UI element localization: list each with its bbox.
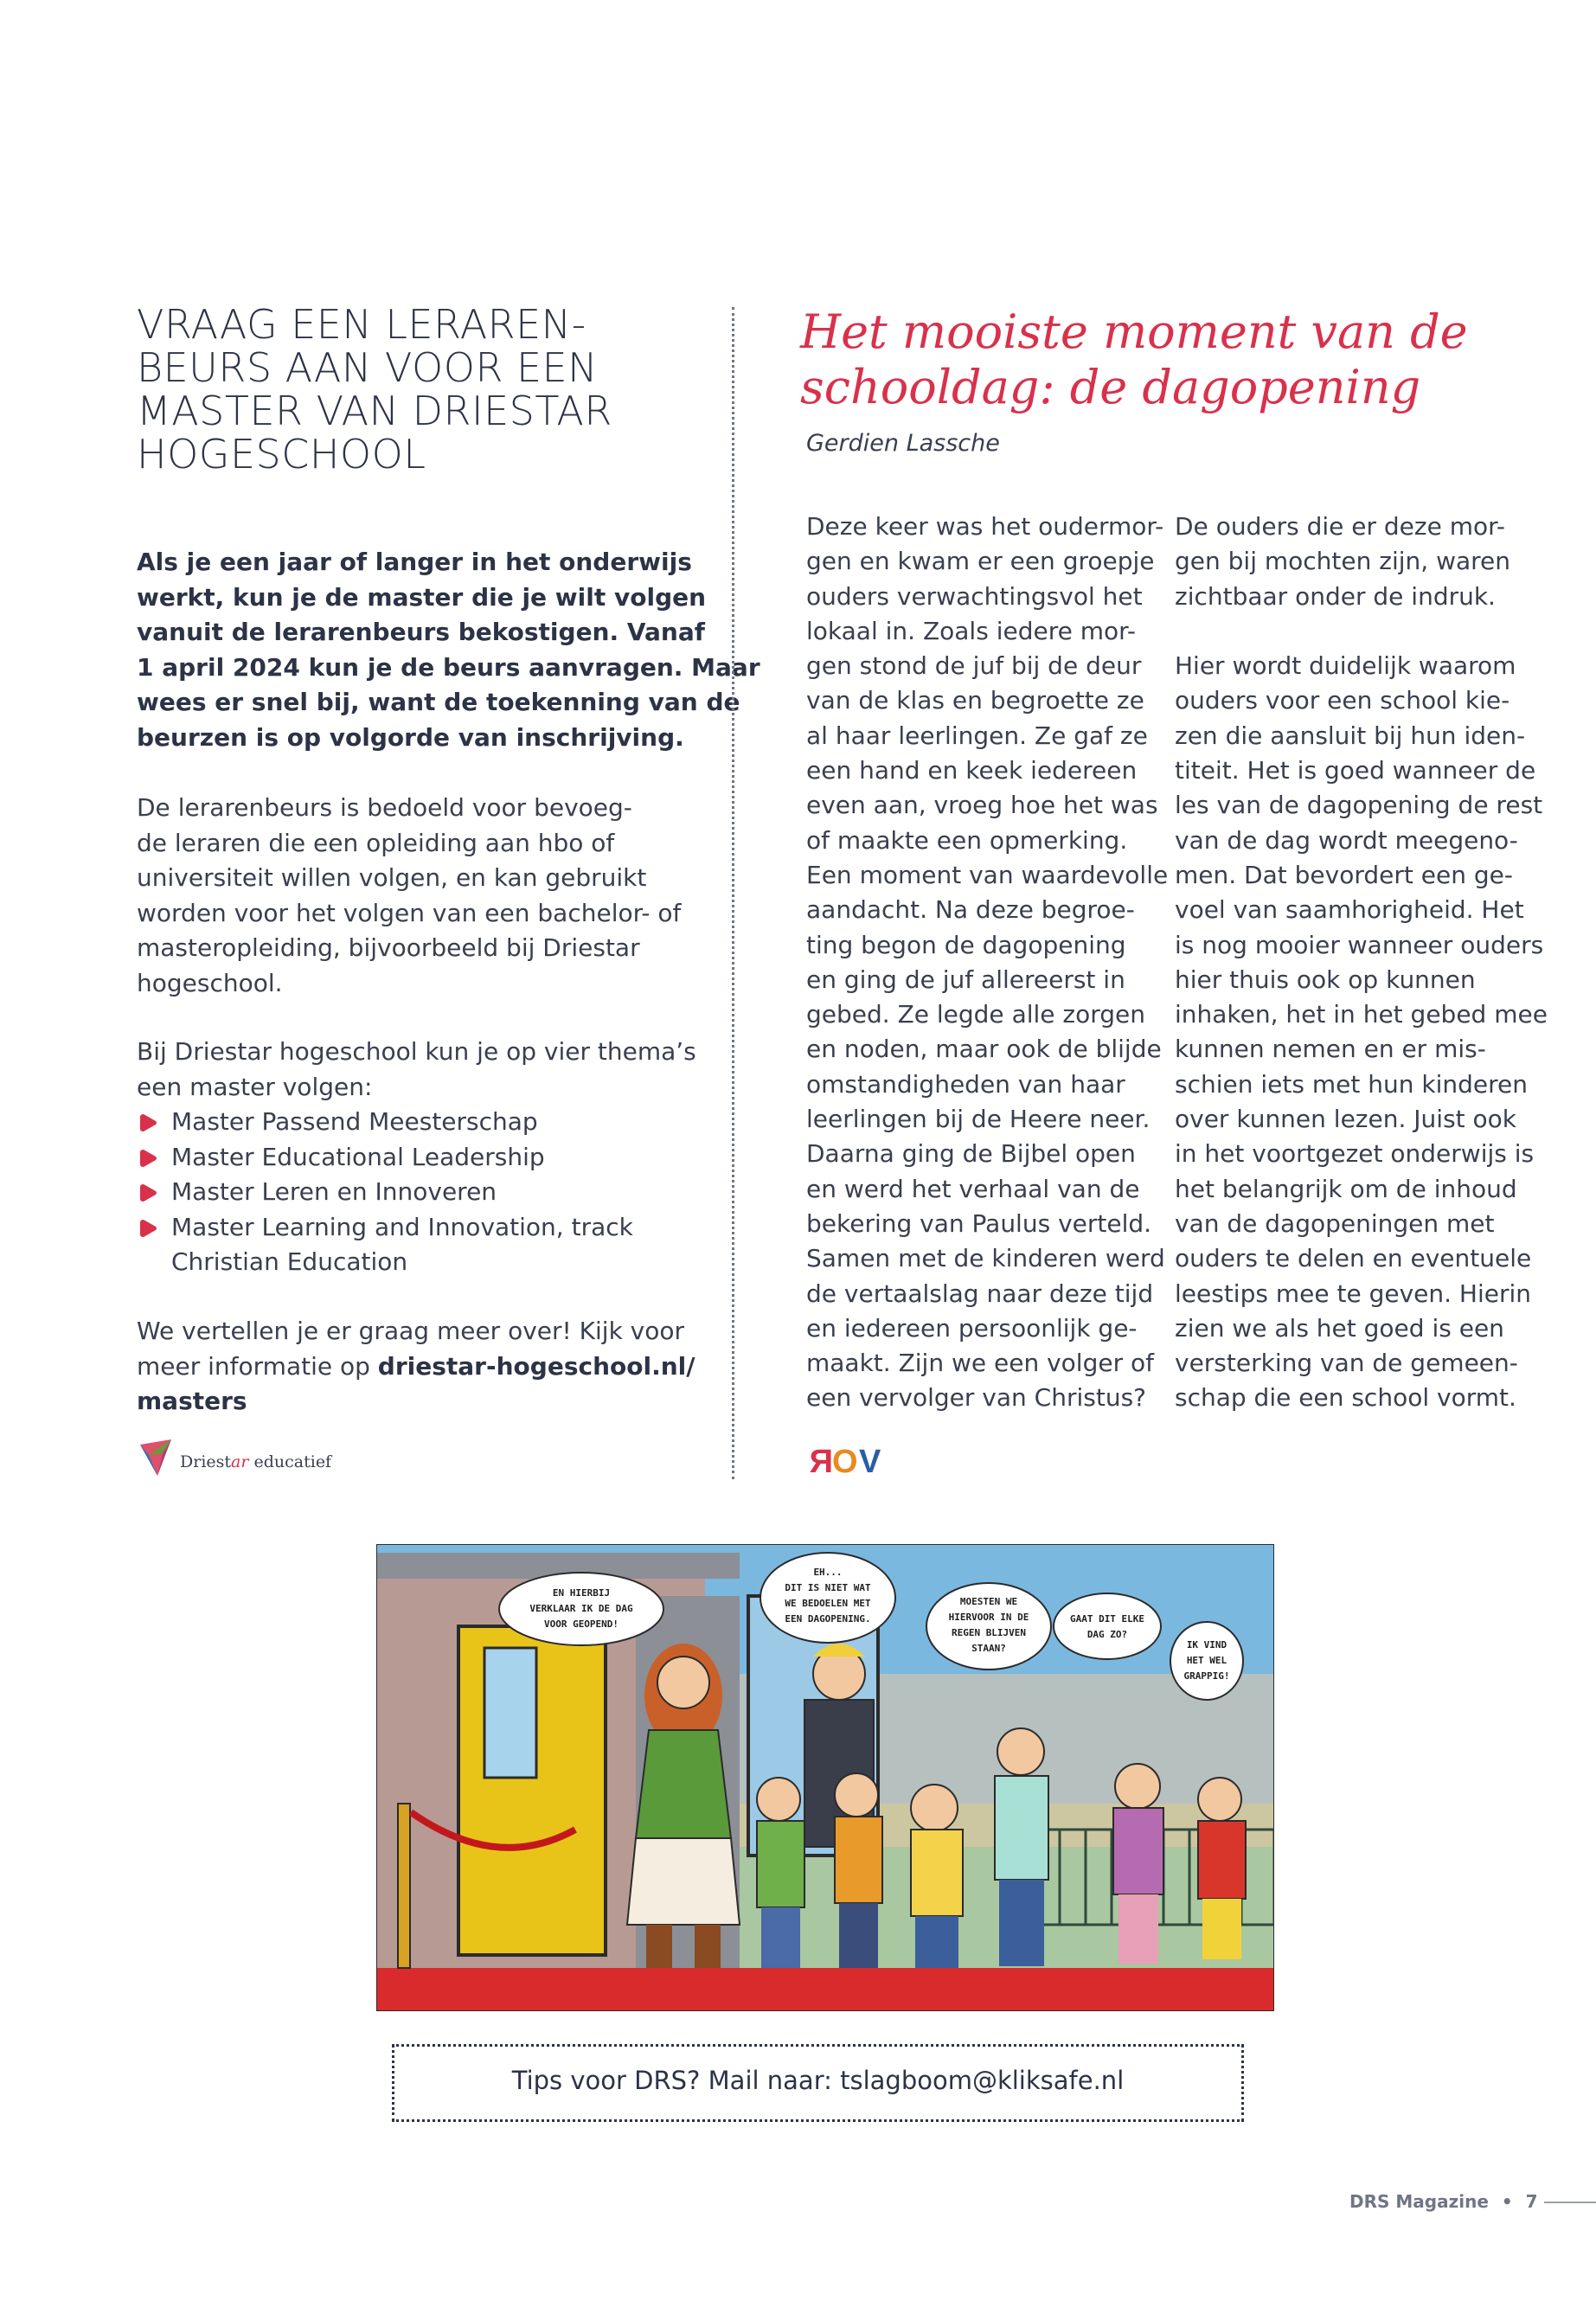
paragraph-gap [1175,614,1555,649]
right-article-column-2 [1175,510,1555,1416]
bubble-text: GRAPPIG! [1183,1670,1230,1682]
column-line: Samen met de kinderen werd [806,1244,1165,1273]
column-line: Deze keer was het oudermor- [806,512,1164,541]
intro-line: werkt, kun je de master die je wilt volgen [137,582,707,612]
bubble-text: MOESTEN WE [959,1596,1018,1607]
column-line: Daarna ging de Bijbel open [806,1139,1136,1169]
paragraph-line [137,1384,699,1420]
column-line: van de klas en begroette ze [806,686,1144,715]
speech-bubble [1170,1622,1243,1700]
list-item [137,1210,699,1280]
column-line: Een moment van waardevolle [806,860,1169,889]
column-line: les van de dagopening de rest [1175,791,1543,820]
driestar-logo-text: Driestar educatief [180,1452,332,1471]
footer-rule [1544,2202,1596,2203]
column-line: leerlingen bij de Heere neer. [806,1105,1151,1134]
left-article-closing [137,1314,699,1420]
column-line: zichtbaar onder de indruk. [1175,581,1496,611]
column-line: zien we als het goed is een [1175,1313,1504,1343]
column-line: versterking van de gemeen- [1175,1349,1518,1378]
bubble-text: DIT IS NIET WAT [785,1582,871,1593]
title-line: HOGESCHOOL [137,431,426,478]
column-line: en noden, maar ook de blijde [806,1035,1162,1064]
title-line: BEURS AAN VOOR EEN [137,344,599,391]
column-line: en werd het verhaal van de [806,1174,1140,1203]
bubble-text: WE BEDOELEN MET [785,1598,871,1609]
title-line: VRAAG EEN LERAREN- [137,301,586,348]
list-item-label: Christian Education [171,1247,408,1276]
column-line: en ging de juf allereerst in [806,965,1125,994]
column-line: Hier wordt duidelijk waarom [1175,651,1516,681]
column-line: in het voortgezet onderwijs is [1175,1139,1535,1169]
column-line: bekering van Paulus verteld. [806,1208,1152,1238]
heart-bullet-icon [138,1150,157,1167]
bubble-text: IK VIND [1186,1639,1227,1650]
speech-bubble [499,1573,663,1645]
column-line: hier thuis ook op kunnen [1175,965,1476,994]
paragraph-text: meer informatie op [137,1351,378,1381]
bubble-text: HET WEL [1186,1655,1227,1666]
magazine-name: DRS Magazine [1349,2191,1489,2212]
heart-bullet-icon [138,1114,157,1131]
column-line: een vervolger van Christus? [806,1383,1147,1413]
bubble-text: DAG ZO? [1086,1629,1128,1640]
website-link[interactable]: masters [137,1387,247,1415]
column-line: ting begon de dagopening [806,930,1126,959]
left-article-paragraph [137,1035,696,1105]
right-article-column-1 [806,510,1170,1416]
list-item-label: Master Learning and Innovation, track [171,1212,633,1241]
column-line: van de dag wordt meegeno- [1175,825,1518,855]
heart-bullet-icon [138,1184,157,1202]
bubble-text: STAAN? [971,1643,1006,1654]
column-line: inhaken, het in het gebed mee [1175,1000,1548,1029]
list-item [137,1105,699,1140]
page-footer [1349,2191,1538,2212]
page-number: 7 [1525,2191,1538,2212]
column-line: of maakte een opmerking. [806,825,1128,855]
paragraph-line: We vertellen je er graag meer over! Kijk voor [137,1317,685,1345]
paragraph-line: een master volgen: [137,1072,373,1101]
column-line: een hand en keek iedereen [806,756,1138,785]
paragraph-line: hogeschool. [137,968,283,997]
bubble-text: EN HIERBIJ [552,1587,611,1599]
bubble-text: REGEN BLIJVEN [951,1627,1027,1638]
title-line: MASTER VAN DRIESTAR [137,388,612,434]
left-article-intro [137,545,760,755]
intro-line: wees er snel bij, want de toekenning van de [137,688,740,716]
paragraph-line: de leraren die een opleiding aan hbo of [137,828,615,857]
column-line: aandacht. Na deze begroe- [806,895,1135,925]
rov-logo-icon [809,1443,892,1477]
column-line: schien iets met hun kinderen [1175,1069,1528,1099]
list-item [137,1140,699,1176]
dagopening-cartoon [376,1544,1274,2011]
bubble-text: HIERVOOR IN DE [948,1612,1029,1623]
intro-line: Als je een jaar of langer in het onderwijs [137,548,692,576]
tips-text: Tips voor DRS? Mail naar: tslagboom@kliksafe.nl [511,2066,1125,2095]
list-item-label: Master Passend Meesterschap [171,1107,538,1136]
column-line: gebed. Ze legde alle zorgen [806,1000,1145,1029]
column-line: maakt. Zijn we een volger of [806,1349,1154,1378]
column-line: is nog mooier wanneer ouders [1175,930,1544,959]
intro-line: 1 april 2024 kun je de beurs aanvragen. Maar [137,652,760,682]
list-item [137,1175,699,1210]
column-line: leestips mee te geven. Hierin [1175,1279,1532,1308]
intro-line: beurzen is op volgorde van inschrijving. [137,722,684,752]
column-line: men. Dat bevordert een ge- [1175,860,1513,889]
bubble-text: VERKLAAR IK DE DAG [529,1603,633,1614]
list-item-label: Master Leren en Innoveren [171,1177,497,1206]
left-article-paragraph [137,791,690,1001]
heart-bullet-icon [138,1220,157,1237]
column-line: en iedereen persoonlijk ge- [806,1313,1138,1343]
rov-letter: R [809,1444,833,1477]
column-line: gen stond de juf bij de deur [806,651,1142,681]
column-line: voel van saamhorigheid. Het [1175,895,1524,925]
list-item-label: Master Educational Leadership [171,1142,545,1171]
rov-letter: O [832,1444,858,1477]
column-line: over kunnen lezen. Juist ook [1175,1105,1517,1134]
left-article-title [137,303,621,476]
column-line: kunnen nemen en er mis- [1175,1035,1486,1064]
website-link[interactable]: driestar-hogeschool.nl/ [377,1351,695,1381]
bubble-text: EH... [813,1567,843,1578]
paragraph-line [137,1349,699,1385]
column-line: titeit. Het is goed wanneer de [1175,756,1536,785]
column-divider [732,307,734,1479]
column-line: De ouders die er deze mor- [1175,512,1505,541]
right-article-title [800,304,1561,415]
column-line: omstandigheden van haar [806,1069,1125,1099]
paragraph-line: Bij Driestar hogeschool kun je op vier thema’s [137,1037,696,1066]
column-line: gen bij mochten zijn, waren [1175,547,1511,576]
bubble-text: GAAT DIT ELKE [1069,1613,1145,1625]
column-line: het belangrijk om de inhoud [1175,1174,1517,1203]
column-line: al haar leerlingen. Ze gaf ze [806,721,1148,750]
footer-separator: • [1501,2191,1513,2212]
bubble-text: VOOR GEOPEND! [543,1618,619,1630]
paragraph-line: worden voor het volgen van een bachelor- of [137,898,682,927]
intro-line: vanuit de lerarenbeurs bekostigen. Vanaf [137,618,705,646]
bubble-text: EEN DAGOPENING. [785,1613,871,1625]
speech-bubble [926,1583,1051,1670]
column-line: zen die aansluit bij hun iden- [1175,721,1526,750]
rov-letter: V [859,1444,881,1477]
column-line: de vertaalslag naar deze tijd [806,1279,1154,1308]
column-line: even aan, vroeg hoe het was [806,791,1158,820]
paragraph-line: universiteit willen volgen, en kan gebruikt [137,863,647,892]
column-line: ouders verwachtingsvol het [806,581,1143,611]
column-line: gen en kwam er een groepje [806,547,1155,576]
article-author: Gerdien Lassche [806,430,1000,457]
speech-bubble [1054,1593,1161,1659]
paragraph-line: De lerarenbeurs is bedoeld voor bevoeg- [137,793,632,822]
column-line: ouders voor een school kie- [1175,686,1510,715]
speech-bubble [760,1553,895,1643]
paragraph-line: masteropleiding, bijvoorbeeld bij Driestar [137,933,640,962]
column-line: van de dagopeningen met [1175,1208,1495,1238]
title-line: Het mooiste moment van de [800,304,1468,359]
masters-list [137,1105,699,1280]
title-line: schooldag: de dagopening [800,360,1421,414]
column-line: schap die een school vormt. [1175,1383,1516,1413]
column-line: lokaal in. Zoals iedere mor- [806,616,1136,645]
column-line: ouders te delen en eventuele [1175,1244,1532,1273]
